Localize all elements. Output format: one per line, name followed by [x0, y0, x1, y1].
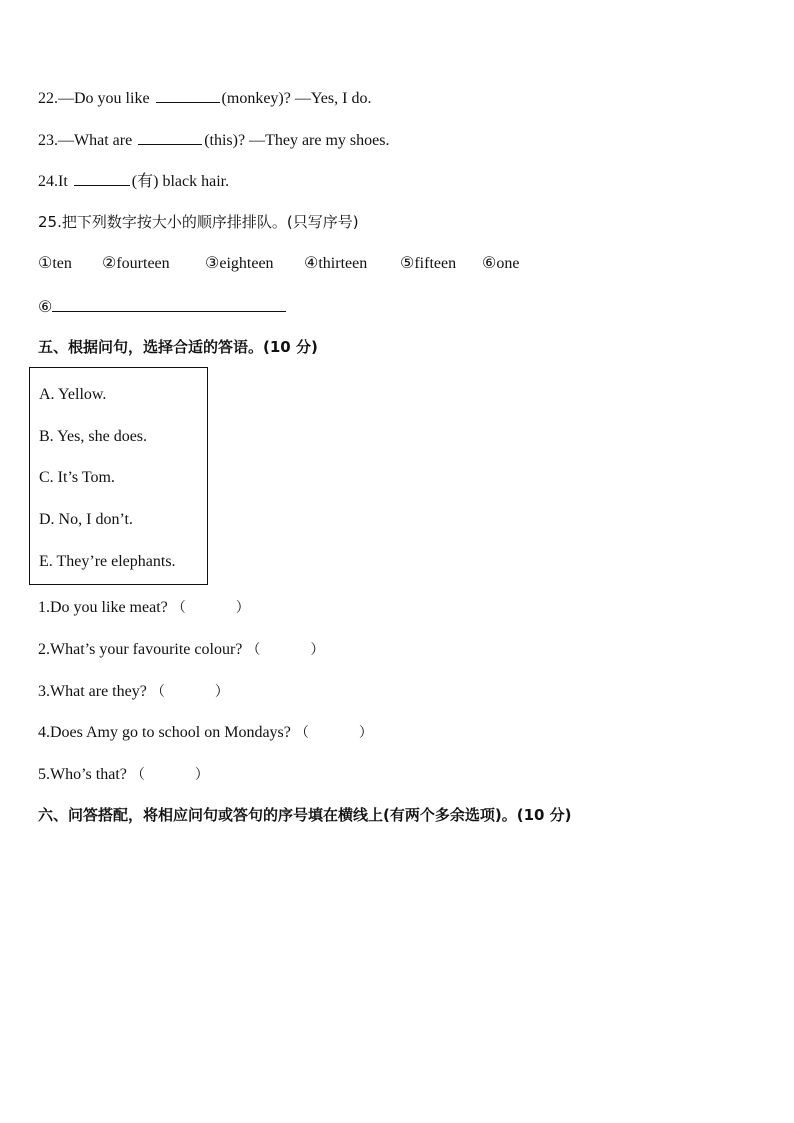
option-c: C. It’s Tom. [39, 469, 115, 486]
question-22-suffix: (monkey)? —Yes, I do. [221, 90, 372, 107]
number-item: ④thirteen [304, 255, 368, 272]
section-5-question-3 [38, 682, 229, 702]
paren-open: （ [171, 600, 186, 616]
section-5-question-4 [38, 723, 373, 743]
question-22 [38, 87, 371, 109]
question-text: 3.What are they? [38, 683, 147, 700]
question-24-suffix: (有) black hair. [131, 173, 230, 190]
answer-blank-25[interactable] [52, 296, 286, 312]
number-item: ⑥one [482, 255, 520, 272]
paren-close: ） [194, 767, 209, 783]
answer-blank-24[interactable] [74, 170, 130, 186]
section-5-question-1 [38, 598, 250, 618]
number-item: ①ten [38, 255, 72, 272]
paren-open: （ [130, 767, 145, 783]
question-text: 5.Who’s that? [38, 766, 127, 783]
paren-close: ） [214, 684, 229, 700]
question-text: 4.Does Amy go to school on Mondays? [38, 724, 291, 741]
question-23-prefix: 23.—What are [38, 132, 137, 149]
answer-prefix: ⑥ [38, 299, 53, 316]
paren-open: （ [246, 642, 261, 658]
section-5-question-2 [38, 640, 324, 660]
options-box [29, 367, 208, 585]
paren-close: ） [310, 642, 325, 658]
answer-blank-23[interactable] [138, 129, 202, 145]
option-e: E. They’re elephants. [39, 553, 176, 570]
section-6-heading: 六、问答搭配，将相应问句或答句的序号填在横线上(有两个多余选项)。(10 分) [38, 806, 572, 824]
answer-blank-22[interactable] [156, 87, 220, 103]
paren-open: （ [294, 725, 309, 741]
question-text: 1.Do you like meat? [38, 599, 168, 616]
number-list [38, 254, 519, 274]
question-23-suffix: (this)? —They are my shoes. [204, 132, 390, 149]
number-item: ③eighteen [205, 255, 274, 272]
question-23 [38, 129, 389, 151]
option-d: D. No, I don’t. [39, 511, 133, 528]
question-25-answer-line [38, 296, 288, 318]
paren-close: ） [235, 600, 250, 616]
paren-open: （ [150, 684, 165, 700]
number-item: ②fourteen [102, 255, 170, 272]
question-25-text: 25.把下列数字按大小的顺序排排队。(只写序号) [38, 213, 359, 231]
number-item: ⑤fifteen [400, 255, 457, 272]
question-text: 2.What’s your favourite colour? [38, 641, 243, 658]
section-5-heading: 五、根据问句，选择合适的答语。(10 分) [38, 338, 318, 356]
question-24-prefix: 24.It [38, 173, 72, 190]
option-b: B. Yes, she does. [39, 428, 148, 445]
paren-close: ） [358, 725, 373, 741]
question-24 [38, 170, 229, 192]
section-5-question-5 [38, 765, 209, 785]
question-22-prefix: 22.—Do you like [38, 90, 154, 107]
option-a: A. Yellow. [39, 386, 107, 403]
